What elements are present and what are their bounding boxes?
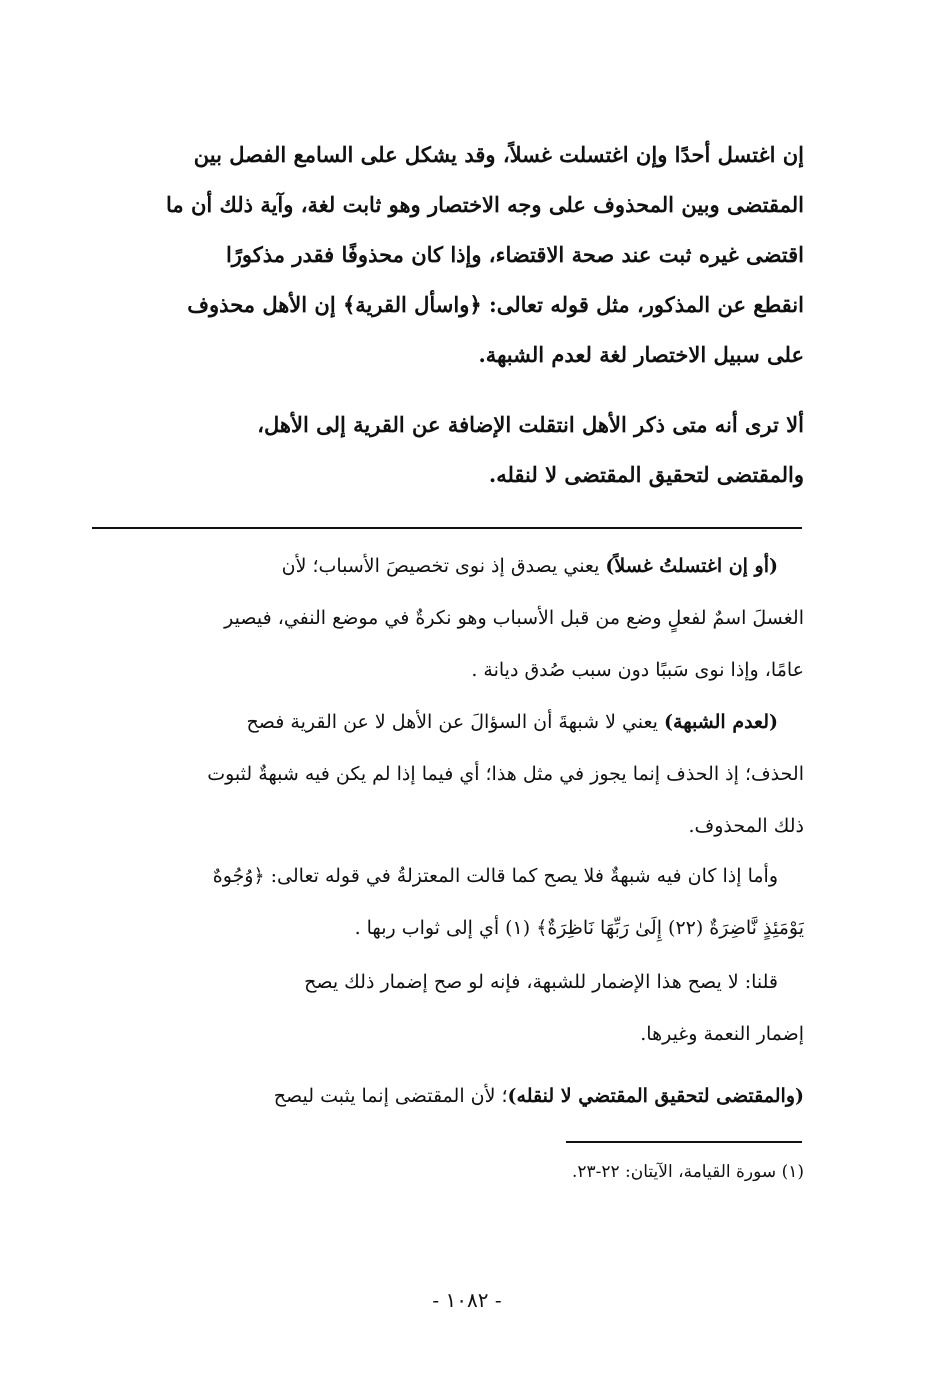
- commentary-lead: (والمقتضى لتحقيق المقتضي لا لنقله): [507, 1085, 804, 1107]
- section-divider: [92, 527, 802, 529]
- commentary-line: الغسلَ اسمٌ لفعلٍ وضع من قبل الأسباب وهو نكرةٌ في موضع النفي، فيصير: [224, 607, 804, 629]
- main-line: على سبيل الاختصار لغة لعدم الشبهة.: [478, 342, 804, 367]
- commentary-paragraph-3: [92, 850, 804, 954]
- page-number: - ١٠٨٢ -: [432, 1288, 502, 1312]
- main-line: انقطع عن المذكور، مثل قوله تعالى: ﴿واسأل القرية﴾ إن الأهل محذوف: [187, 292, 804, 317]
- footnote-divider: [566, 1141, 802, 1143]
- commentary-line: عامًا، وإذا نوى سَببًا دون سبب صُدق ديانة .: [471, 659, 804, 681]
- commentary-line: الحذف؛ إذ الحذف إنما يجوز في مثل هذا؛ أي فيما إذا لم يكن فيه شبهةٌ لثبوت: [207, 763, 804, 785]
- commentary-paragraph-5: [92, 1070, 804, 1122]
- commentary-paragraph-1: [92, 540, 804, 696]
- main-paragraph-1: [92, 130, 804, 380]
- main-line: اقتضى غيره ثبت عند صحة الاقتضاء، وإذا كان محذوفًا فقدر مذكورًا: [225, 242, 804, 267]
- main-line: المقتضى وبين المحذوف على وجه الاختصار وهو ثابت لغة، وآية ذلك أن ما: [166, 192, 804, 217]
- main-line: إن اغتسل أحدًا وإن اغتسلت غسلاً، وقد يشكل على السامع الفصل بين: [193, 142, 804, 167]
- commentary-line: (والمقتضى لتحقيق المقتضي لا لنقله)؛ لأن المقتضى إنما يثبت ليصح: [273, 1085, 804, 1107]
- commentary-line: قلنا: لا يصح هذا الإضمار للشبهة، فإنه لو صح إضمار ذلك يصح: [304, 971, 778, 993]
- commentary-line: وأما إذا كان فيه شبهةٌ فلا يصح كما قالت المعتزلةُ في قوله تعالى: ﴿وُجُوهٌ: [212, 865, 778, 887]
- commentary-lead: (لعدم الشبهة): [664, 711, 778, 733]
- commentary-line: يَوْمَئِذٍ نَّاضِرَةٌ (٢٢) إِلَىٰ رَبِّهَا نَاظِرَةٌ﴾ (١) أي إلى ثواب ربها .: [354, 917, 804, 939]
- main-line: ألا ترى أنه متى ذكر الأهل انتقلت الإضافة عن القرية إلى الأهل،: [257, 412, 804, 437]
- commentary-paragraph-4: [92, 956, 804, 1060]
- commentary-line: إضمار النعمة وغيرها.: [640, 1023, 804, 1045]
- commentary-lead: (أو إن اغتسلتُ غسلاً): [605, 555, 778, 577]
- commentary-line: (أو إن اغتسلتُ غسلاً) يعني يصدق إذ نوى تخصيصَ الأسباب؛ لأن: [281, 555, 778, 577]
- main-paragraph-2: [92, 400, 804, 500]
- commentary-paragraph-2: [92, 696, 804, 852]
- commentary-line: ذلك المحذوف.: [688, 815, 804, 837]
- footnote: (١) سورة القيامة، الآيتان: ٢٢-٢٣.: [571, 1162, 804, 1182]
- main-line: والمقتضى لتحقيق المقتضى لا لنقله.: [488, 462, 804, 487]
- commentary-line: (لعدم الشبهة) يعني لا شبهةَ أن السؤالَ عن الأهل لا عن القرية فصح: [246, 711, 778, 733]
